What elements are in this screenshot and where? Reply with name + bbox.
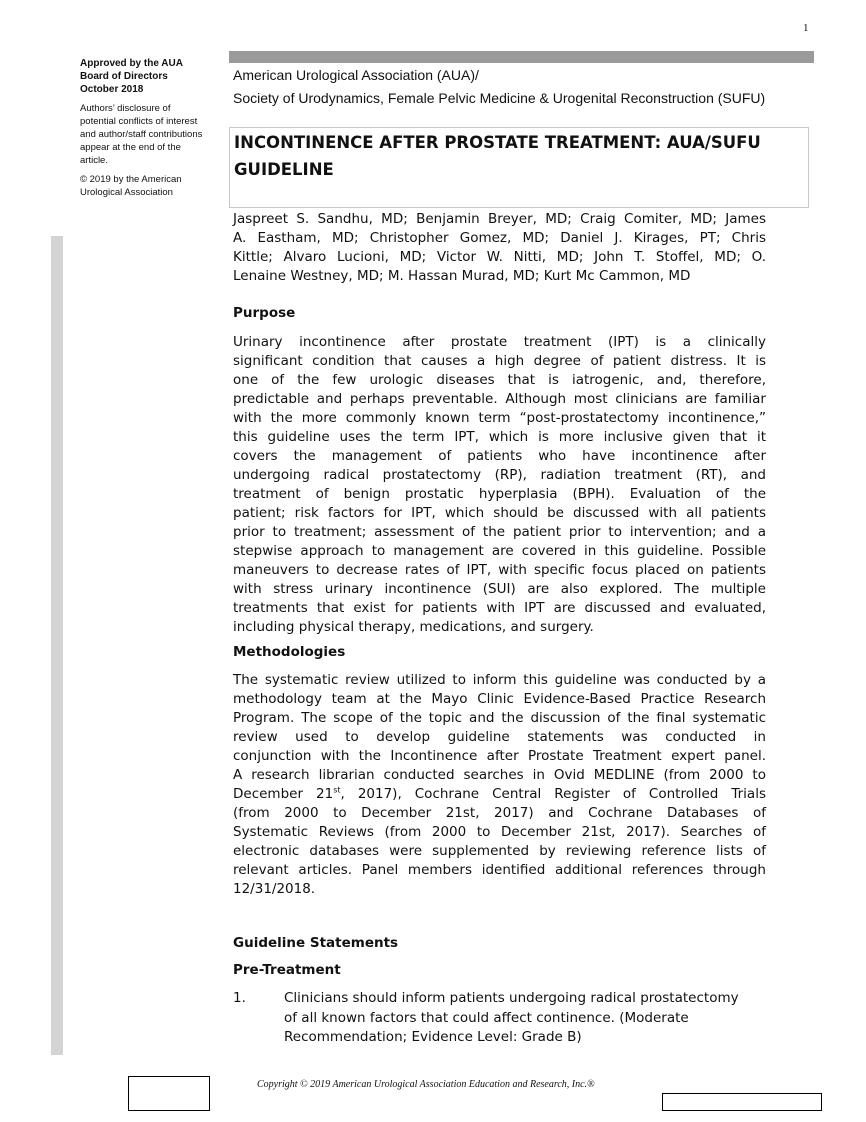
text-line: 12/31/2018. — [233, 881, 316, 897]
text-line: maneuvers to decrease rates of IPT, with specific focus placed on patients — [233, 562, 766, 578]
methodologies-heading: Methodologies — [233, 644, 346, 660]
text-line: Kittle; Alvaro Lucioni, MD; Victor W. Nitti, MD; John T. Stoffel, MD; O. — [233, 249, 766, 265]
org-line-1: American Urological Association (AUA)/ — [233, 67, 479, 83]
text-line: prior to treatment; assessment of the patient prior to intervention; and a — [233, 524, 766, 540]
text-line: December 21st, 2017), Cochrane Central Register of Controlled Trials — [233, 785, 766, 802]
text-line: A. Eastham, MD; Christopher Gomez, MD; Daniel J. Kirages, PT; Chris — [233, 230, 766, 246]
text-line: Clinicians should inform patients undergoing radical prostatectomy — [284, 990, 739, 1006]
text-line: conjunction with the Incontinence after Prostate Treatment expert panel. — [233, 748, 766, 764]
text-line: electronic databases were supplemented by reviewing reference lists of — [233, 843, 766, 859]
left-margin-bar — [51, 236, 63, 1055]
guideline-statements-heading: Guideline Statements — [233, 935, 399, 951]
disclosure-note: Authors’ disclosure of potential conflicts of interest and author/staff contributions appear at the end of the article. — [80, 103, 203, 166]
header-bar — [229, 51, 814, 63]
text-line: relevant articles. Panel members identified additional references through — [233, 862, 766, 878]
text-line: significant condition that causes a high degree of patient distress. It is — [233, 353, 766, 369]
text-line: Urinary incontinence after prostate treatment (IPT) is a clinically — [233, 334, 766, 350]
text-line: Systematic Reviews (from 2000 to December 21st, 2017). Searches of — [233, 824, 766, 840]
text-line: predictable and perhaps preventable. Although most clinicians are familiar — [233, 391, 766, 407]
org-line-2: Society of Urodynamics, Female Pelvic Medicine & Urogenital Reconstruction (SUFU) — [233, 90, 766, 106]
approval-note: Approved by the AUA Board of Directors October 2018 — [80, 58, 183, 95]
text-line: patient; risk factors for IPT, which should be discussed with all patients — [233, 505, 766, 521]
authors — [233, 210, 766, 286]
text-line: stepwise approach to management are covered in this guideline. Possible — [233, 543, 766, 559]
text-line: Recommendation; Evidence Level: Grade B) — [284, 1029, 582, 1045]
text-line: with stress urinary incontinence (SUI) are also explored. The multiple — [233, 581, 766, 597]
text-line: methodology team at the Mayo Clinic Evidence-Based Practice Research — [233, 691, 766, 707]
text-line: The systematic review utilized to inform this guideline was conducted by a — [233, 672, 766, 688]
text-line: including physical therapy, medications, and surgery. — [233, 619, 594, 635]
methodologies-paragraph — [233, 671, 766, 899]
text-line: Lenaine Westney, MD; M. Hassan Murad, MD; Kurt Mc Cammon, MD — [233, 268, 691, 284]
footer-box-right — [662, 1093, 822, 1111]
text-line: treatment of benign prostatic hyperplasia (BPH). Evaluation of the — [233, 486, 766, 502]
statement-number: 1. — [233, 990, 246, 1006]
text-line: Jaspreet S. Sandhu, MD; Benjamin Breyer, MD; Craig Comiter, MD; James — [233, 211, 766, 227]
text-line: Program. The scope of the topic and the discussion of the final systematic — [233, 710, 766, 726]
text-line: of all known factors that could affect continence. (Moderate — [284, 1009, 689, 1026]
page-number: 1 — [803, 22, 809, 34]
text-line: with the more commonly known term “post-prostatectomy incontinence,” — [233, 410, 766, 426]
text-line: one of the few urologic diseases that is iatrogenic, and, therefore, — [233, 372, 766, 388]
footer-copyright: Copyright © 2019 American Urological Association Education and Research, Inc.® — [257, 1079, 595, 1090]
purpose-heading: Purpose — [233, 305, 296, 321]
document-title: INCONTINENCE AFTER PROSTATE TREATMENT: AUA/SUFU GUIDELINE — [234, 133, 761, 179]
sidebar-notes — [80, 57, 205, 205]
footer-box-left — [128, 1076, 210, 1111]
text-line: this guideline uses the term IPT, which is more inclusive given that it — [233, 429, 766, 445]
text-line: treatments that exist for patients with IPT are discussed and evaluated, — [233, 600, 766, 616]
text-line: review used to develop guideline statements was conducted in — [233, 729, 766, 745]
text-line: A research librarian conducted searches in Ovid MEDLINE (from 2000 to — [233, 767, 766, 783]
purpose-paragraph — [233, 333, 766, 637]
text-line: (from 2000 to December 21st, 2017) and Cochrane Databases of — [233, 805, 766, 821]
statement-text — [284, 989, 766, 1048]
text-line: undergoing radical prostatectomy (RP), radiation treatment (RT), and — [233, 467, 766, 483]
text-line: covers the management of patients who have incontinence after — [233, 448, 766, 464]
copyright-note: © 2019 by the American Urological Association — [80, 174, 182, 198]
pre-treatment-heading: Pre-Treatment — [233, 962, 341, 978]
